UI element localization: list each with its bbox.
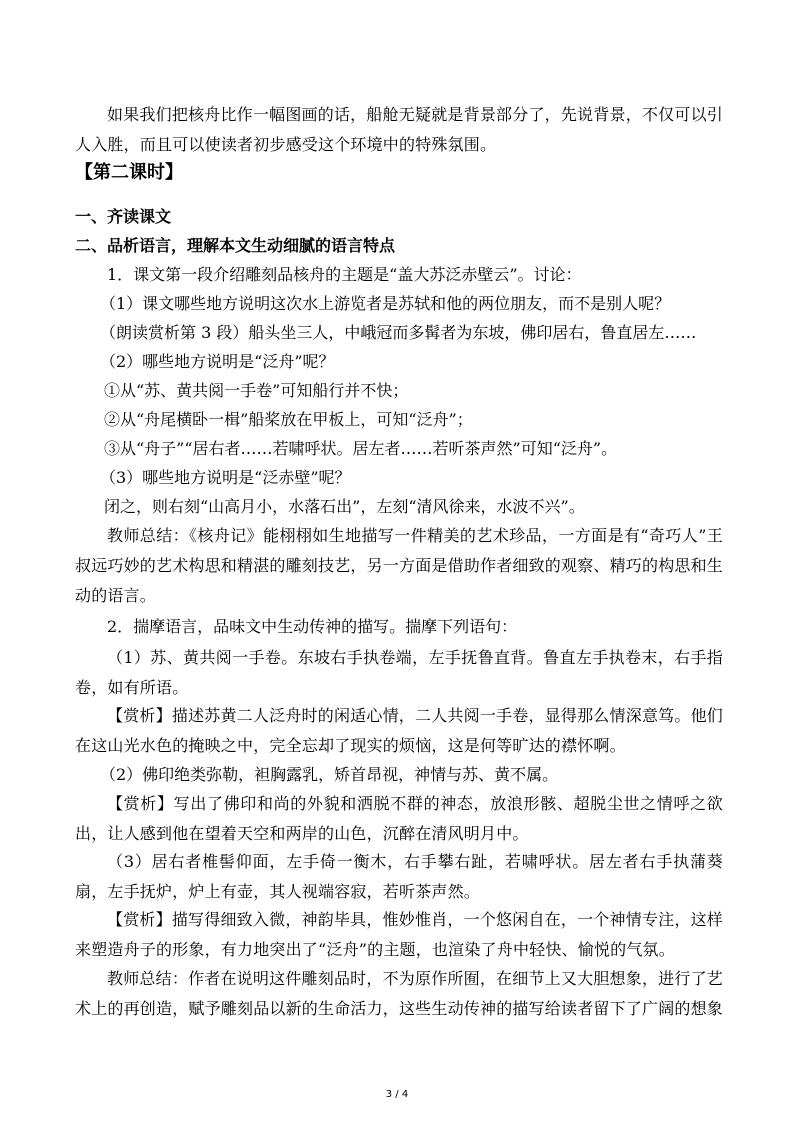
answer-1-2c: ③从“舟子”“居右者……若啸呼状。居左者……若听茶声然”可知“泛舟”。 — [104, 439, 618, 458]
teacher-summary-2: 教师总结：作者在说明这件雕刻品时，不为原作所囿，在细节上又大胆想象，进行了艺术上的再创造，赋予雕刻品以新的生命活力，这些生动传神的描写给读者留下了广阔的想象 — [75, 969, 724, 1018]
answer-1-3: 闭之，则右刻“山高月小，水落石出”，左刻“清风徐来，水波不兴”。 — [104, 497, 585, 516]
question-1-2: （2）哪些地方说明是“泛舟”呢？ — [100, 352, 335, 371]
analysis-tag: 【赏析】 — [107, 706, 172, 725]
analysis-1-text: 描述苏黄二人泛舟时的闲适心情，二人共阅一手卷，显得那么情深意笃。他们在这山光水色的掩映之中，完全忘却了现实的烦恼，这是何等旷达的襟怀啊。 — [75, 706, 723, 755]
analysis-tag: 【赏析】 — [107, 910, 172, 929]
sentence-1: （1）苏、黄共阅一手卷。东坡右手执卷端，左手抚鲁直背。鲁直左手执卷末，右手指卷，如有所语。 — [75, 648, 723, 697]
analysis-3 — [75, 905, 723, 965]
question-1-1: （1）课文哪些地方说明这次水上游览者是苏轼和他的两位朋友，而不是别人呢？ — [100, 294, 671, 313]
section-heading-1: 一、齐读课文 — [75, 207, 172, 226]
sentence-3: （3）居右者椎髻仰面，左手倚一衡木，右手攀右趾，若啸呼状。居左者右手执蒲葵扇，左手抚炉，炉上有壶，其人视端容寂，若听茶声然。 — [75, 852, 723, 901]
answer-1-2a: ①从“苏、黄共阅一手卷”可知船行并不快； — [104, 381, 409, 400]
page-number: 3 / 4 — [385, 1089, 409, 1100]
answer-1-1: （朗读赏析第 3 段）船头坐三人，中峨冠而多髯者为东坡，佛印居右，鲁直居左…… — [100, 323, 697, 342]
question-1-3: （3）哪些地方说明是“泛赤壁”呢？ — [100, 468, 351, 487]
question-2: 2．揣摩语言，品味文中生动传神的描写。揣摩下列语句： — [107, 617, 518, 636]
analysis-1 — [75, 701, 723, 761]
teacher-summary-1: 教师总结：《核舟记》能栩栩如生地描写一件精美的艺术珍品，一方面是有“奇巧人”王叔远巧妙的艺术构思和精湛的雕刻技艺，另一方面是借助作者细致的观察、精巧的构思和生动的语言。 — [75, 526, 724, 605]
analysis-3-text: 描写得细致入微，神韵毕具，惟妙惟肖，一个悠闲自在，一个神情专注，这样来塑造舟子的形象，有力地突出了“泛舟”的主题，也渲染了舟中轻快、愉悦的气氛。 — [75, 910, 723, 959]
analysis-2 — [75, 789, 723, 849]
intro-paragraph: 如果我们把核舟比作一幅图画的话，船舱无疑就是背景部分了，先说背景，不仅可以引人入胜，而且可以使读者初步感受这个环境中的特殊氛围。 — [75, 105, 723, 154]
sentence-2: （2）佛印绝类弥勒，袒胸露乳，矫首昂视，神情与苏、黄不属。 — [100, 765, 559, 784]
session-title: 【第二课时】 — [75, 162, 183, 183]
section-heading-2: 二、品析语言，理解本文生动细腻的语言特点 — [75, 236, 396, 255]
question-1: 1．课文第一段介绍雕刻品核舟的主题是“盖大苏泛赤壁云”。讨论： — [107, 265, 582, 284]
analysis-2-text: 写出了佛印和尚的外貌和洒脱不群的神态，放浪形骸、超脱尘世之情呼之欲出，让人感到他在望着天空和两岸的山色，沉醉在清风明月中。 — [75, 794, 723, 843]
analysis-tag: 【赏析】 — [107, 794, 174, 813]
answer-1-2b: ②从“舟尾横卧一楫”船桨放在甲板上，可知“泛舟”； — [104, 410, 473, 429]
